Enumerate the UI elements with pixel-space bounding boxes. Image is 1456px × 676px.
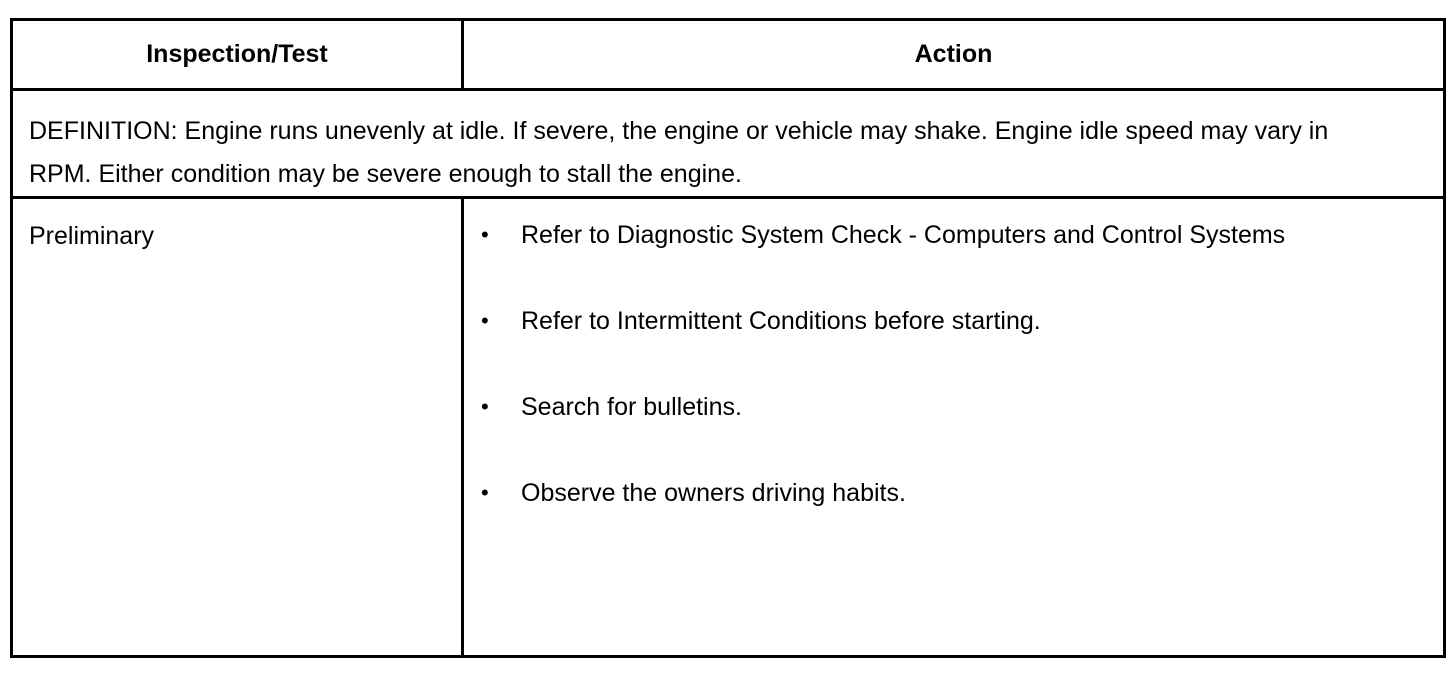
column-divider [461, 199, 464, 655]
action-text: Observe the owners driving habits. [521, 479, 906, 507]
header-inspection-test: Inspection/Test [146, 40, 328, 68]
action-text: Refer to Diagnostic System Check - Computers and Control Systems [521, 221, 1286, 249]
bullet-icon: • [481, 222, 489, 247]
bullet-icon: • [481, 480, 489, 505]
header-action: Action [914, 40, 993, 68]
definition-text: DEFINITION: Engine runs unevenly at idle. If severe, the engine or vehicle may shake. Engine idle speed may vary in RPM. Either condition may be severe enough to stall the engine. [29, 117, 1329, 188]
bullet-icon: • [481, 394, 489, 419]
diagnostic-table [10, 18, 1446, 658]
bullet-icon: • [481, 308, 489, 333]
definition-row [13, 91, 1443, 199]
inspection-cell-preliminary: Preliminary [29, 222, 155, 250]
table-header-row [13, 21, 1443, 91]
action-text: Refer to Intermittent Conditions before starting. [521, 307, 1041, 335]
column-divider [461, 21, 464, 88]
action-text: Search for bulletins. [521, 393, 742, 421]
table-row [13, 199, 1443, 655]
